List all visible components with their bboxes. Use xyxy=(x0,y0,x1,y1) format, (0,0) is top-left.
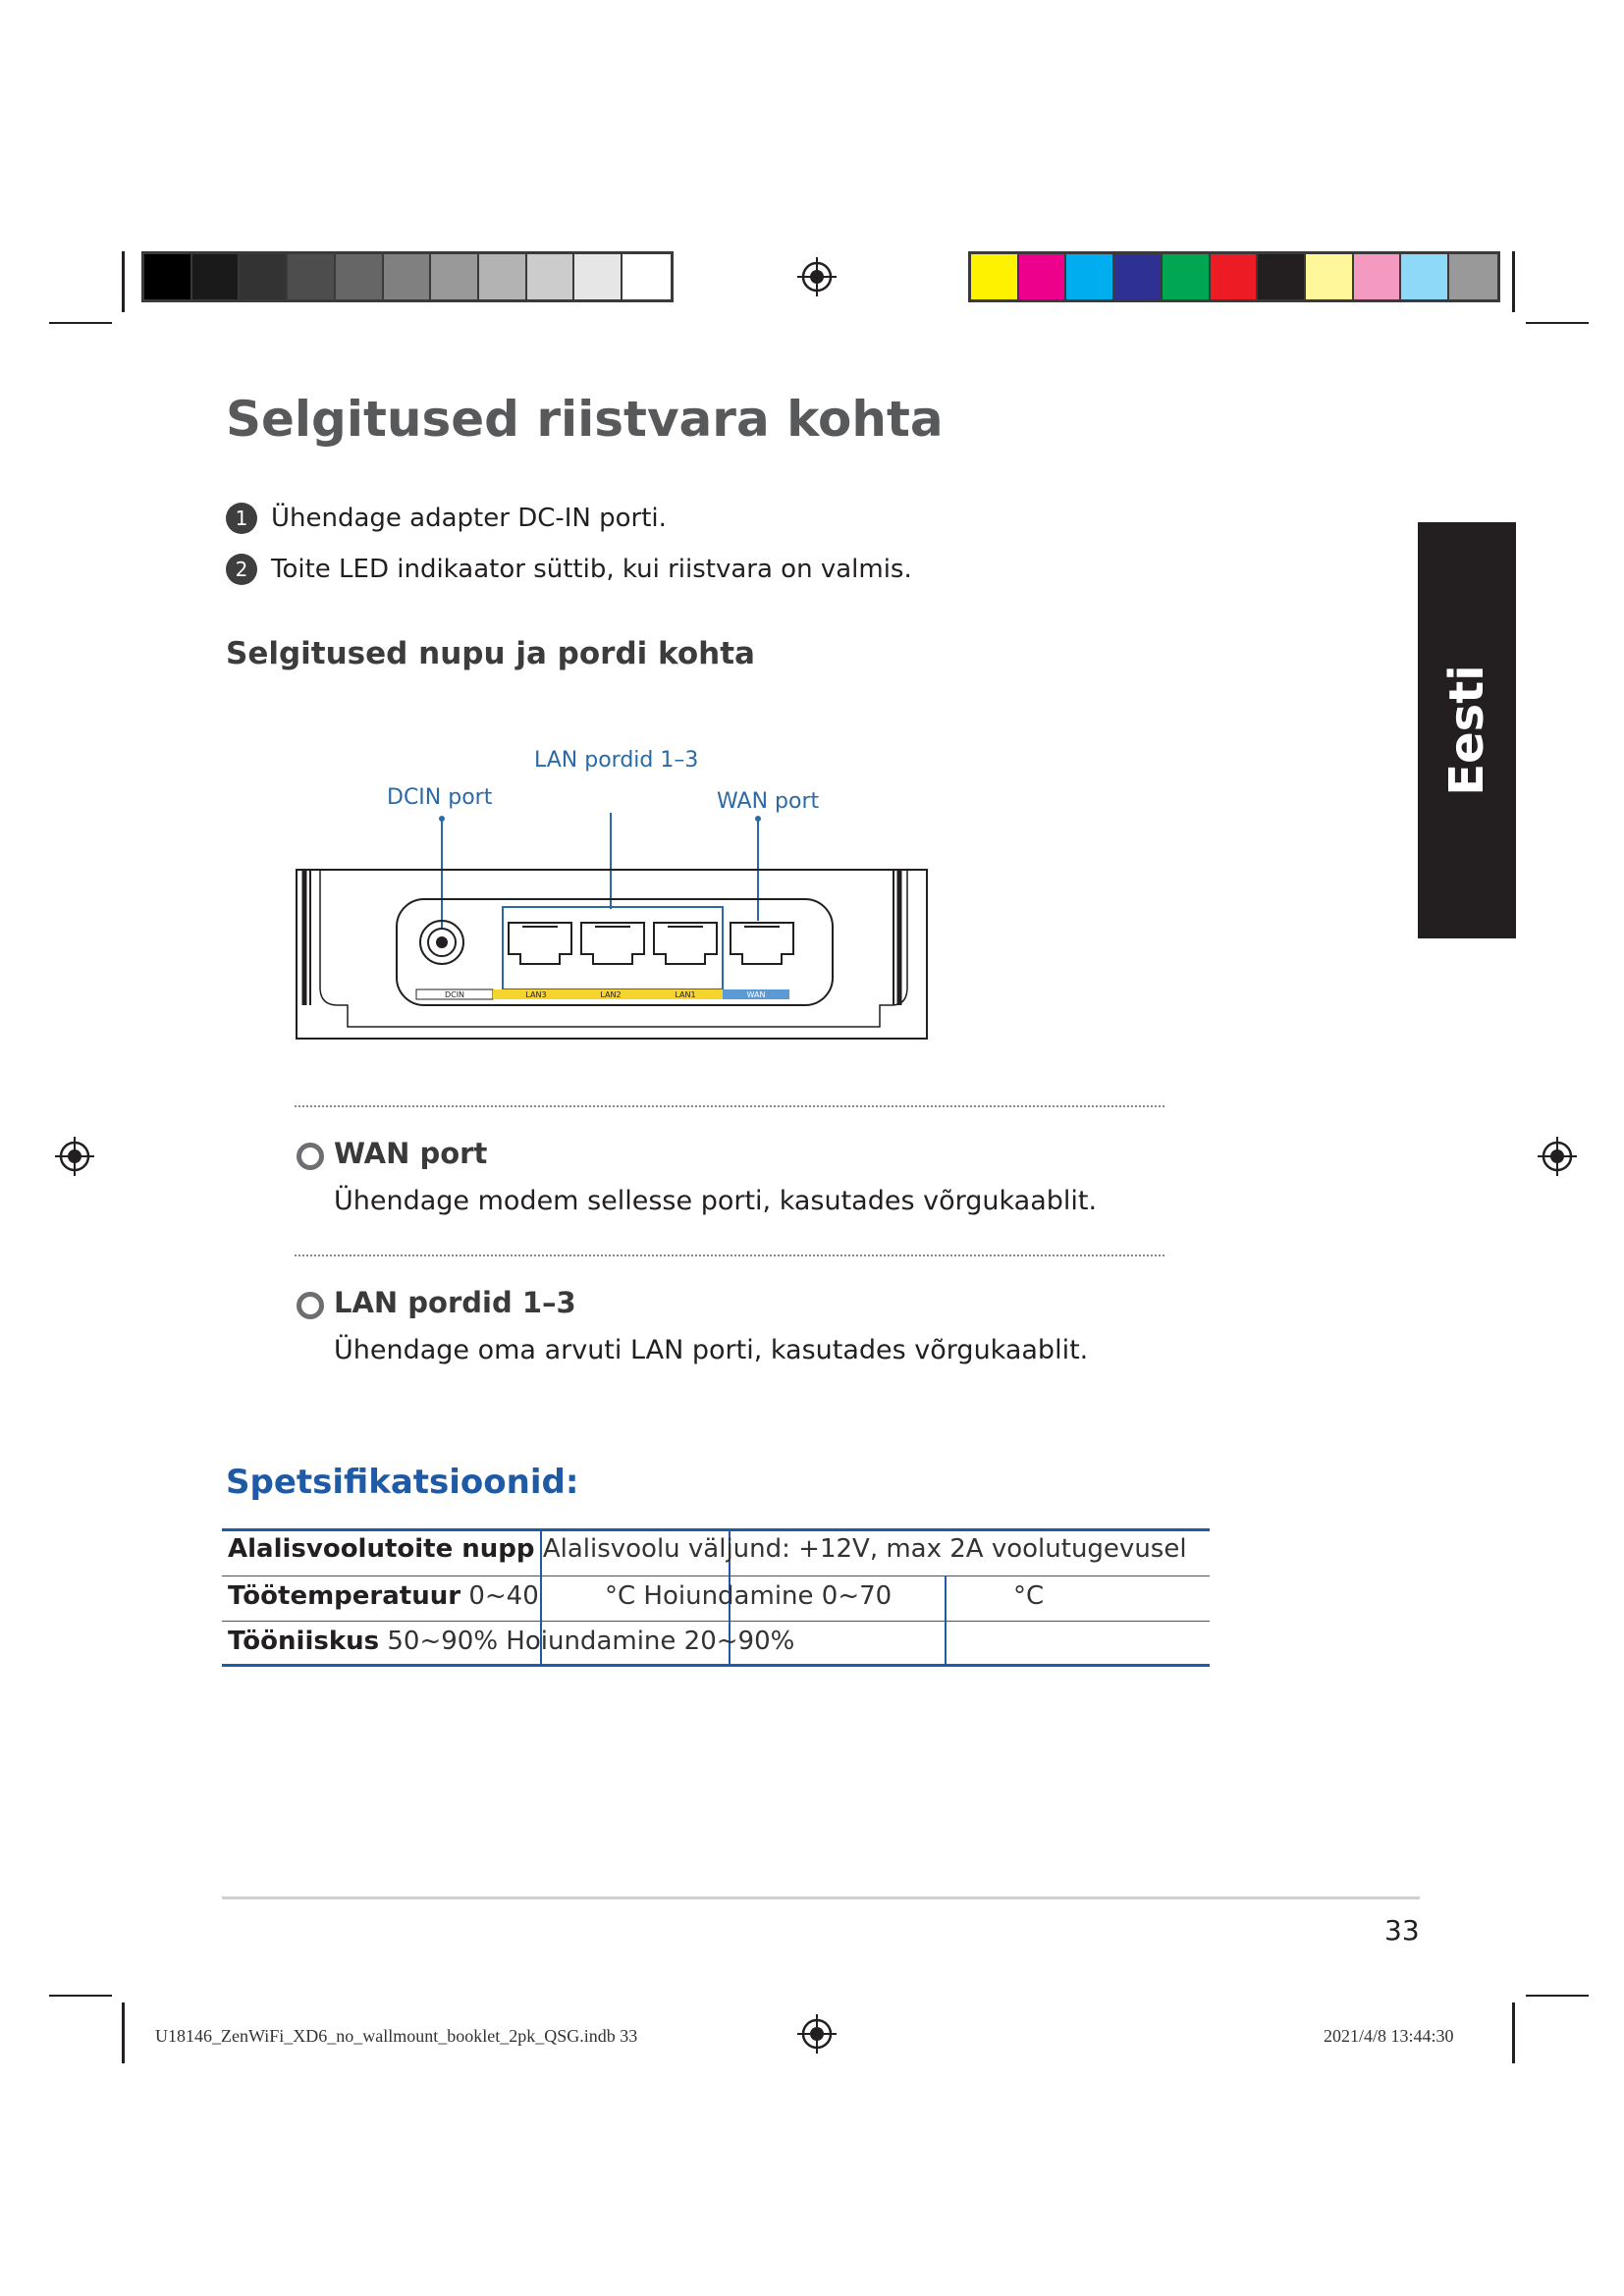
calibration-swatch xyxy=(288,254,336,299)
step-text: Ühendage adapter DC-IN porti. xyxy=(271,504,667,533)
calibration-swatch xyxy=(574,254,623,299)
calibration-swatch xyxy=(431,254,479,299)
footer-timestamp: 2021/4/8 13:44:30 xyxy=(1324,2026,1454,2046)
calibration-swatch xyxy=(1114,254,1163,299)
crop-mark xyxy=(122,2002,125,2063)
lan3-label: LAN3 xyxy=(525,990,547,999)
lan1-label: LAN1 xyxy=(675,990,696,999)
spec-row xyxy=(228,1581,539,1611)
calibration-swatch xyxy=(336,254,384,299)
spec-label: Alalisvoolutoite nupp xyxy=(228,1534,535,1564)
language-side-tab xyxy=(1418,522,1516,938)
calibration-swatch xyxy=(1211,254,1259,299)
crop-mark xyxy=(1526,322,1589,324)
spec-label: Tööniiskus xyxy=(228,1627,380,1656)
calibration-swatch xyxy=(971,254,1019,299)
step-item xyxy=(226,554,912,585)
spec-value: 0~40 xyxy=(468,1581,539,1611)
step-item xyxy=(226,503,667,534)
crop-mark xyxy=(1526,1995,1589,1997)
lan2-label: LAN2 xyxy=(600,990,622,999)
router-back-panel-diagram xyxy=(291,813,939,1048)
step-text: Toite LED indikaator süttib, kui riistvara on valmis. xyxy=(271,555,912,584)
spec-value: Alalisvoolu väljund: +12V, max 2A voolutugevusel xyxy=(542,1534,1187,1564)
ports-section-title: Selgitused nupu ja pordi kohta xyxy=(226,636,755,671)
crop-mark xyxy=(49,322,112,324)
crop-mark xyxy=(1512,2002,1515,2063)
page-number: 33 xyxy=(1384,1914,1420,1947)
calibration-swatch xyxy=(1019,254,1067,299)
spec-value-mid: °C Hoiundamine 0~70 xyxy=(605,1581,893,1611)
crop-mark xyxy=(122,251,125,312)
crop-mark xyxy=(49,1995,112,1997)
spec-row xyxy=(228,1627,794,1656)
calibration-swatch xyxy=(192,254,241,299)
divider xyxy=(295,1255,1164,1256)
ring-bullet-icon xyxy=(297,1292,324,1319)
grayscale-calibration-bar xyxy=(141,251,674,302)
calibration-swatch xyxy=(1163,254,1211,299)
calibration-swatch xyxy=(479,254,527,299)
step-number-badge: 2 xyxy=(226,554,257,585)
wan-port-description: Ühendage modem sellesse porti, kasutades võrgukaablit. xyxy=(334,1186,1098,1216)
lan-ports-title: LAN pordid 1–3 xyxy=(334,1286,576,1319)
registration-mark-icon xyxy=(797,2014,837,2054)
registration-mark-icon xyxy=(797,257,837,296)
registration-mark-icon xyxy=(55,1137,94,1176)
specs-table xyxy=(222,1528,1210,1666)
calibration-swatch xyxy=(1449,254,1497,299)
spec-value: 50~90% Hoiundamine 20~90% xyxy=(387,1627,795,1656)
wan-port-title: WAN port xyxy=(334,1137,488,1170)
specs-title: Spetsifikatsioonid: xyxy=(226,1463,579,1502)
page-rule-divider xyxy=(222,1896,1420,1899)
calibration-swatch xyxy=(623,254,671,299)
calibration-swatch xyxy=(240,254,288,299)
calibration-swatch xyxy=(527,254,575,299)
dcin-label: DCIN xyxy=(444,990,465,999)
lan-ports-description: Ühendage oma arvuti LAN porti, kasutades võrgukaablit. xyxy=(334,1335,1089,1365)
calibration-swatch xyxy=(144,254,192,299)
color-calibration-bar xyxy=(968,251,1500,302)
calibration-swatch xyxy=(1306,254,1354,299)
ring-bullet-icon xyxy=(297,1143,324,1170)
divider xyxy=(295,1105,1164,1107)
callout-wan-port: WAN port xyxy=(717,789,820,814)
registration-mark-icon xyxy=(1538,1137,1577,1176)
language-label: Eesti xyxy=(1439,665,1494,796)
calibration-swatch xyxy=(1354,254,1402,299)
calibration-swatch xyxy=(1258,254,1306,299)
spec-row xyxy=(228,1534,1187,1564)
step-number-badge: 1 xyxy=(226,503,257,534)
footer-file-name: U18146_ZenWiFi_XD6_no_wallmount_booklet_2pk_QSG.indb 33 xyxy=(155,2026,638,2046)
spec-label: Töötemperatuur xyxy=(228,1581,461,1611)
page-title: Selgitused riistvara kohta xyxy=(226,391,944,448)
spec-value-end: °C xyxy=(1013,1581,1045,1611)
calibration-swatch xyxy=(1401,254,1449,299)
calibration-swatch xyxy=(1066,254,1114,299)
wan-label: WAN xyxy=(746,990,766,999)
calibration-swatch xyxy=(384,254,432,299)
crop-mark xyxy=(1512,251,1515,312)
callout-lan-ports: LAN pordid 1–3 xyxy=(534,748,699,773)
callout-dcin-port: DCIN port xyxy=(387,785,493,810)
